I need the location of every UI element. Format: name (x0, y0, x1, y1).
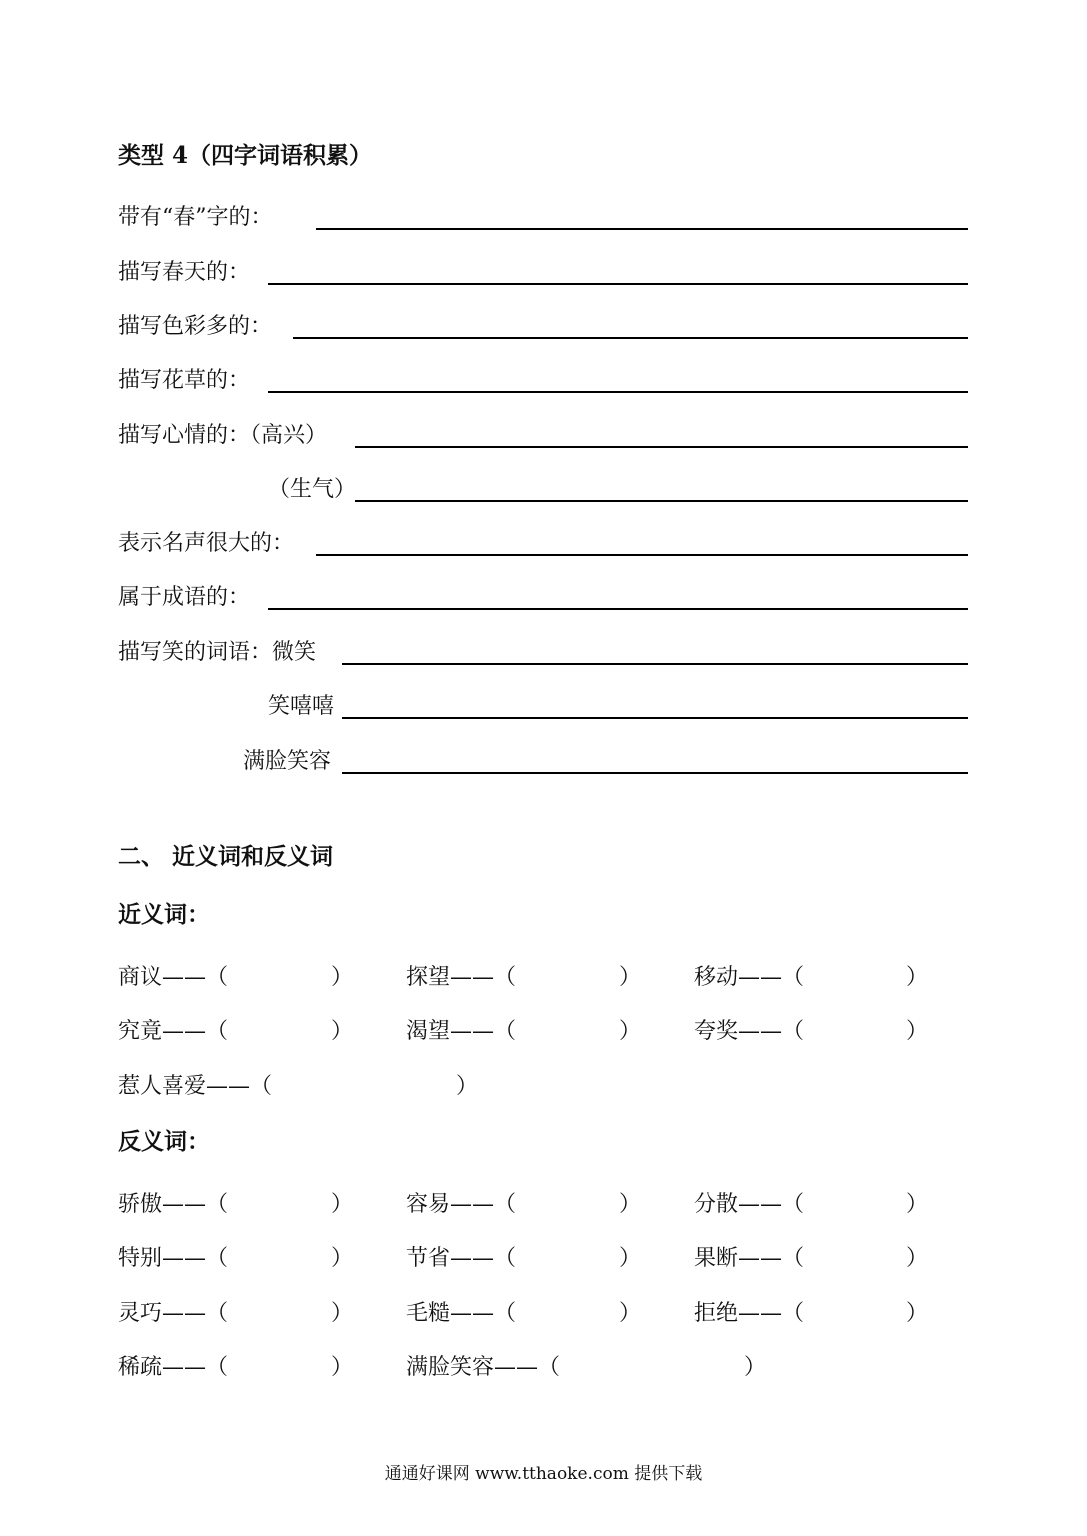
word-prompt: 商议——（ (118, 965, 229, 990)
word-pair (118, 960, 228, 991)
close-paren: ） (331, 1019, 354, 1044)
row-label: 属于成语的： (118, 585, 251, 610)
answer-line[interactable] (316, 554, 968, 556)
row-label: 满脸笑容 (243, 749, 332, 774)
answer-line[interactable] (268, 283, 968, 285)
answer-line[interactable] (316, 228, 968, 230)
answer-line[interactable] (355, 446, 968, 448)
word-prompt: 夸奖——（ (694, 1019, 805, 1044)
row-label: （生气） (268, 477, 357, 502)
fill-row (118, 309, 968, 341)
close-paren: ） (619, 1246, 642, 1271)
word-prompt: 究竟——（ (118, 1019, 229, 1044)
word-pair (406, 1296, 516, 1327)
answer-line[interactable] (293, 337, 968, 339)
word-pair (406, 1350, 560, 1381)
fill-row (118, 472, 968, 504)
word-pair (694, 1014, 804, 1045)
answer-line[interactable] (355, 500, 968, 502)
close-paren: ） (906, 1301, 929, 1326)
close-paren: ） (331, 1192, 354, 1217)
word-pair (406, 1014, 516, 1045)
word-pair (118, 1014, 228, 1045)
row-label: 带有“春”字的： (118, 205, 273, 230)
close-paren: ） (906, 1019, 929, 1044)
word-pair (118, 1241, 228, 1272)
fill-row (118, 200, 968, 232)
fill-row (118, 526, 968, 558)
row-label: 笑嘻嘻 (268, 694, 335, 719)
close-paren: ） (619, 1019, 642, 1044)
section-title: 二、 近义词和反义词 (118, 843, 334, 870)
row-label: 描写笑的词语：微笑 (118, 640, 317, 665)
close-paren: ） (619, 1192, 642, 1217)
word-pair (406, 1241, 516, 1272)
word-prompt: 满脸笑容——（ (406, 1355, 561, 1380)
row-label: 描写色彩多的： (118, 314, 273, 339)
close-paren: ） (744, 1355, 767, 1380)
close-paren: ） (906, 1246, 929, 1271)
word-prompt: 骄傲——（ (118, 1192, 229, 1217)
fill-row (118, 418, 968, 450)
close-paren: ） (331, 1355, 354, 1380)
page-footer: 通通好课网 www.tthaoke.com 提供下载 (384, 1464, 703, 1484)
row-label: 表示名声很大的： (118, 531, 295, 556)
word-pair (406, 1187, 516, 1218)
fill-row (118, 635, 968, 667)
close-paren: ） (331, 1301, 354, 1326)
word-prompt: 分散——（ (694, 1192, 805, 1217)
subsection-title: 近义词： (118, 901, 210, 928)
fill-row (118, 363, 968, 395)
subsection-title: 反义词： (118, 1128, 210, 1155)
answer-line[interactable] (342, 772, 968, 774)
close-paren: ） (906, 965, 929, 990)
word-pair (118, 1187, 228, 1218)
word-prompt: 毛糙——（ (406, 1301, 517, 1326)
fill-row (118, 689, 968, 721)
word-pair (694, 1187, 804, 1218)
word-pair (118, 1069, 272, 1100)
answer-line[interactable] (268, 391, 968, 393)
row-label: 描写心情的：（高兴） (118, 423, 328, 448)
word-prompt: 灵巧——（ (118, 1301, 229, 1326)
word-pair (118, 1350, 228, 1381)
fill-row (118, 255, 968, 287)
close-paren: ） (619, 1301, 642, 1326)
word-prompt: 容易——（ (406, 1192, 517, 1217)
close-paren: ） (331, 1246, 354, 1271)
word-pair (118, 1296, 228, 1327)
close-paren: ） (619, 965, 642, 990)
word-prompt: 拒绝——（ (694, 1301, 805, 1326)
answer-line[interactable] (268, 608, 968, 610)
close-paren: ） (906, 1192, 929, 1217)
word-prompt: 特别——（ (118, 1246, 229, 1271)
word-prompt: 移动——（ (694, 965, 805, 990)
word-prompt: 探望——（ (406, 965, 517, 990)
word-pair (694, 960, 804, 991)
word-prompt: 节省——（ (406, 1246, 517, 1271)
word-prompt: 稀疏——（ (118, 1355, 229, 1380)
fill-row (118, 744, 968, 776)
word-prompt: 渴望——（ (406, 1019, 517, 1044)
word-prompt: 惹人喜爱——（ (118, 1074, 273, 1099)
close-paren: ） (331, 965, 354, 990)
row-label: 描写春天的： (118, 260, 251, 285)
answer-line[interactable] (342, 663, 968, 665)
answer-line[interactable] (342, 717, 968, 719)
close-paren: ） (456, 1074, 479, 1099)
word-pair (406, 960, 516, 991)
fill-row (118, 580, 968, 612)
section-title: 类型 4（四字词语积累） (118, 142, 373, 169)
row-label: 描写花草的： (118, 368, 251, 393)
word-pair (694, 1241, 804, 1272)
word-prompt: 果断——（ (694, 1246, 805, 1271)
word-pair (694, 1296, 804, 1327)
